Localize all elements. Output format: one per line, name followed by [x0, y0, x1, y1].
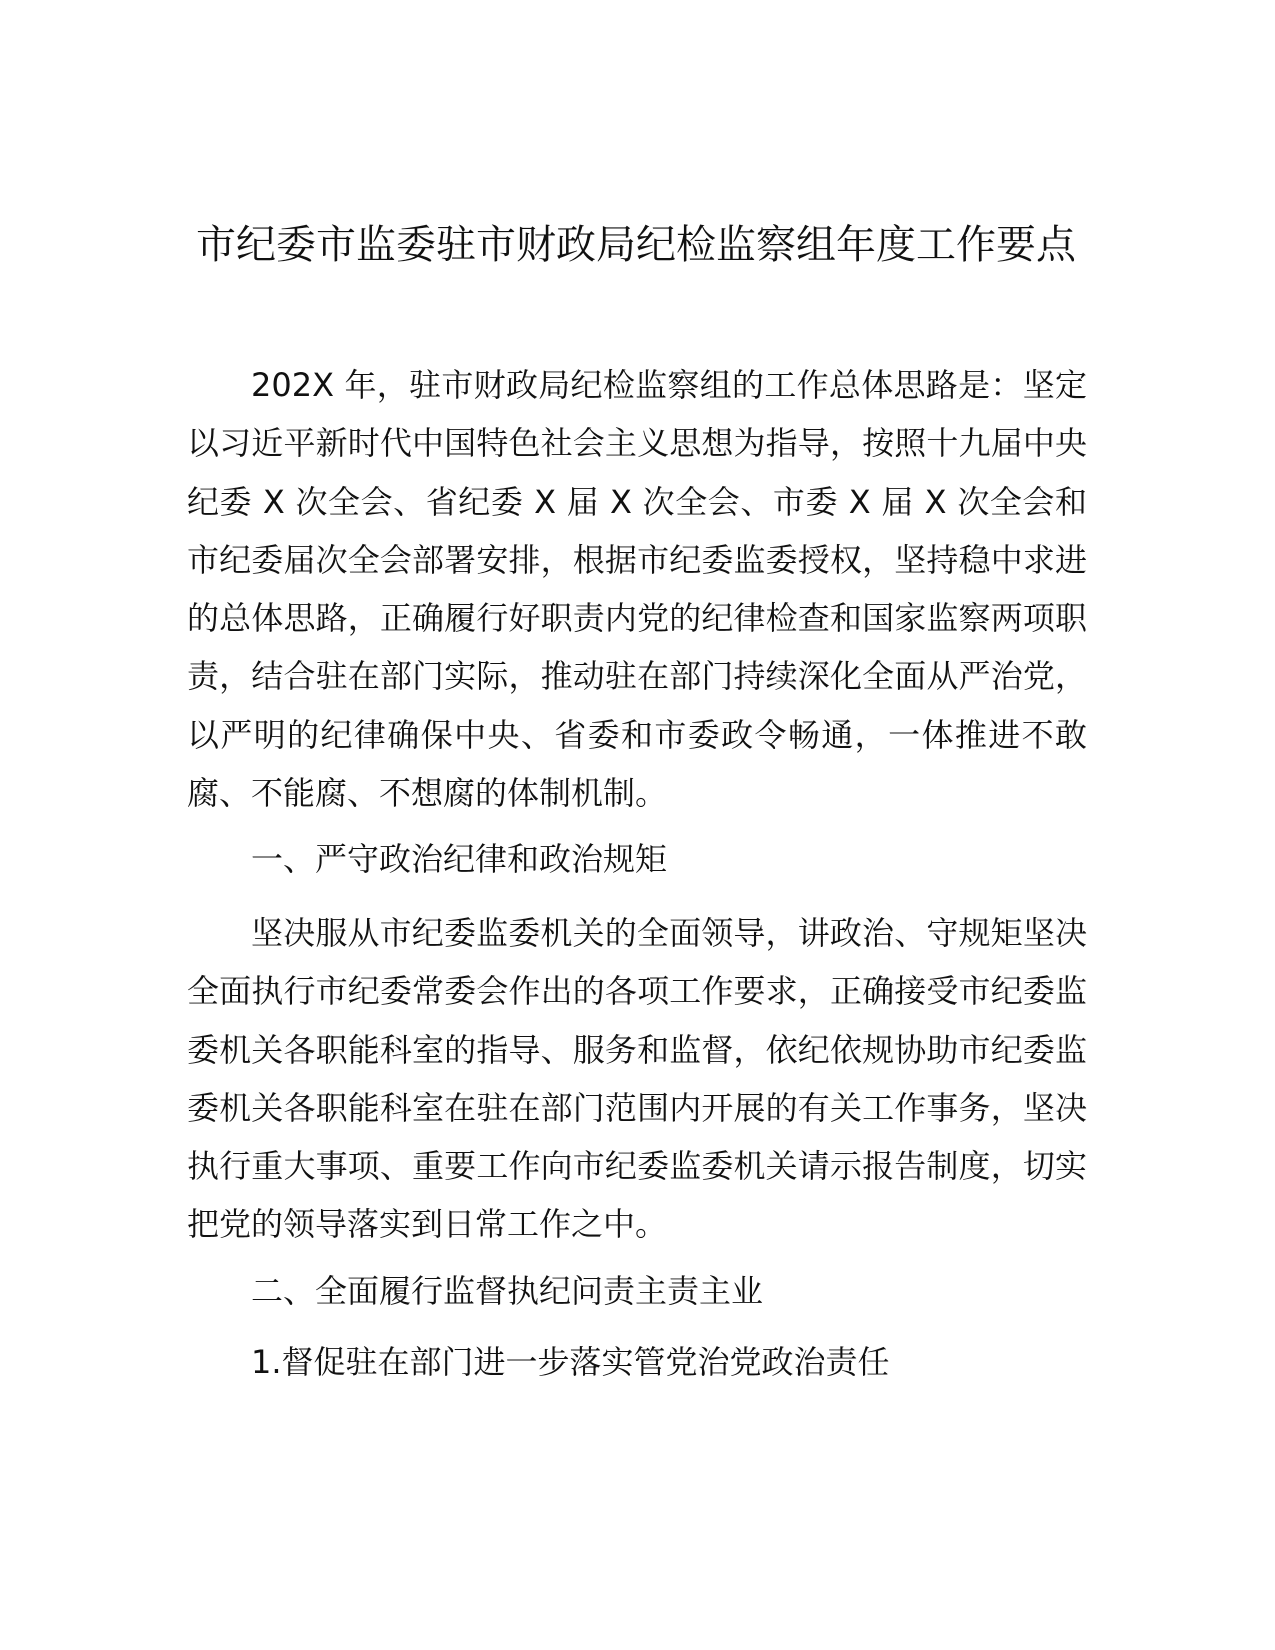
intro-paragraph: 202X 年，驻市财政局纪检监察组的工作总体思路是：坚定以习近平新时代中国特色社会主义思想为指导，按照十九届中央纪委 X 次全会、省纪委 X 届 X 次全会、市委 X 届 X 次全会和市纪委届次全会部署安排，根据市纪委监委授权，坚持稳中求进的总体思路，正确履行好职责内党的纪律检查和国家监察两项职责，结合驻在部门实际，推动驻在部门持续深化全面从严治党，以严明的纪律确保中央、省委和市委政令畅通，一体推进不敢腐、不能腐、不想腐的体制机制。 — [187, 366, 1087, 813]
document-title: 市纪委市监委驻市财政局纪检监察组年度工作要点 — [196, 222, 1076, 268]
section-heading-1: 一、严守政治纪律和政治规矩 — [251, 840, 668, 878]
section-1-paragraph: 坚决服从市纪委监委机关的全面领导，讲政治、守规矩坚决全面执行市纪委常委会作出的各项工作要求，正确接受市纪委监委机关各职能科室的指导、服务和监督，依纪依规协助市纪委监委机关各职能科室在驻在部门范围内开展的有关工作事务，坚决执行重大事项、重要工作向市纪委监委机关请示报告制度，切实把党的领导落实到日常工作之中。 — [187, 914, 1087, 1244]
section-heading-2: 二、全面履行监督执纪问责主责主业 — [251, 1272, 764, 1310]
subsection-heading-1: 1.督促驻在部门进一步落实管党治党政治责任 — [251, 1343, 890, 1381]
